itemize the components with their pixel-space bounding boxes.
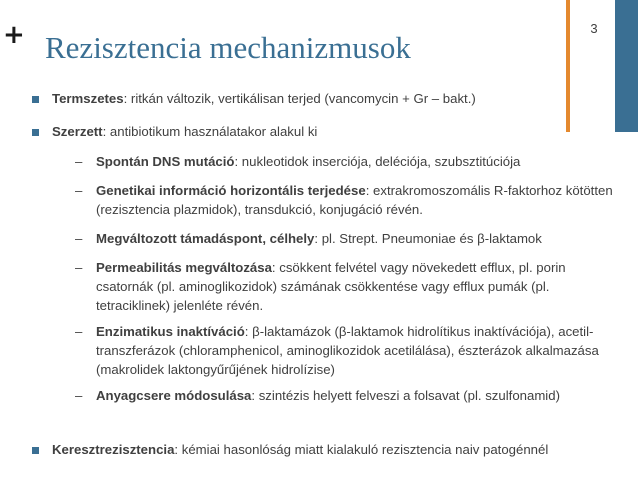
bullet-text: : kémiai hasonlóság miatt kialakuló rezisztencia naiv patogénnél (174, 442, 549, 457)
sub-dash: – (75, 260, 83, 275)
sub-item (96, 258, 621, 315)
bullet-square (32, 129, 39, 136)
sub-term: Anyagcsere módosulása (96, 388, 252, 403)
bullet-term: Szerzett (52, 124, 103, 139)
sub-dash: – (75, 388, 83, 403)
sub-text: : szintézis helyett felveszi a folsavat (pl. szulfonamid) (251, 388, 560, 403)
bullet-item (52, 89, 476, 108)
sub-item (96, 322, 636, 379)
page-number: 3 (590, 21, 598, 36)
sub-text: : nukleotidok inserciója, deléciója, szubsztitúciója (234, 154, 521, 169)
bullet-square (32, 447, 39, 454)
bullet-term: Keresztrezisztencia (52, 442, 175, 457)
sub-term: Permeabilitás megváltozása (96, 260, 272, 275)
slide-title: Rezisztencia mechanizmusok (45, 30, 411, 65)
page-number-box (573, 0, 615, 132)
bullet-item (52, 122, 317, 141)
sub-dash: – (75, 183, 83, 198)
bullet-term: Termszetes (52, 91, 124, 106)
sub-item (96, 229, 636, 248)
accent-bar-orange (566, 0, 570, 132)
sub-text: : pl. Strept. Pneumoniae és β-laktamok (314, 231, 542, 246)
sub-text: : extrakromoszomális R-faktorhoz kötötten (rezisztencia plazmidok), transdukció, konjugáció révén. (96, 183, 613, 217)
sub-term: Spontán DNS mutáció (96, 154, 235, 169)
bullet-text: : antibiotikum használatakor alakul ki (102, 124, 318, 139)
sub-term: Enzimatikus inaktíváció (96, 324, 245, 339)
sub-item (96, 152, 636, 171)
sub-term: Megváltozott támadáspont, célhely (96, 231, 315, 246)
bullet-text: : ritkán változik, vertikálisan terjed (vancomycin + Gr – bakt.) (123, 91, 476, 106)
bullet-square (32, 96, 39, 103)
sub-dash: – (75, 324, 83, 339)
sub-text: : β-laktamázok (β-laktamok hidrolítikus inaktívációja), acetil-transzferázok (chloramphenicol, aminoglikozidok acetilálása), észterázok alkalmazása (makrolidek laktongyűrűjének hidrolízise) (96, 324, 599, 377)
sub-item (96, 386, 576, 405)
sub-term: Genetikai információ horizontális terjedése (96, 183, 366, 198)
plus-sign: + (3, 20, 25, 50)
sub-text: : csökkent felvétel vagy növekedett efflux, pl. porin csatornák (pl. aminoglikozidok) számának csökkentése vagy efflux pumák (pl. tetraciklinek) jelenléte révén. (96, 260, 566, 313)
sub-item (96, 181, 616, 219)
sub-dash: – (75, 231, 83, 246)
sub-dash: – (75, 154, 83, 169)
bullet-item (52, 440, 548, 459)
